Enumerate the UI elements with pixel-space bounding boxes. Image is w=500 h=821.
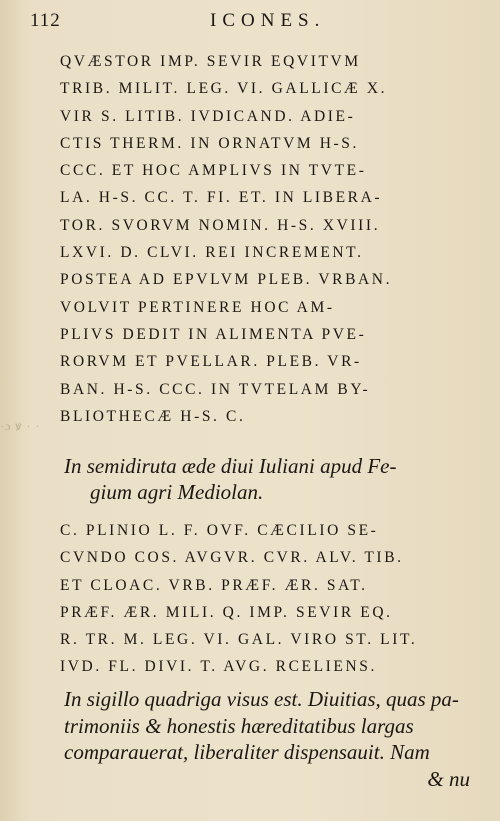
running-title: ICONES. xyxy=(210,10,326,31)
inscription-line: PLIVS DEDIT IN ALIMENTA PVE- xyxy=(60,325,367,343)
inscription-line: BLIOTHECÆ H-S. C. xyxy=(60,407,246,425)
inscription-line: VIR S. LITIB. IVDICAND. ADIE- xyxy=(60,107,356,125)
heading-line: In semidiruta æde diui Iuliani apud Fe- xyxy=(64,454,397,478)
inscription-line: RORVM ET PVELLAR. PLEB. VR- xyxy=(60,353,362,371)
commentary-paragraph xyxy=(64,686,478,792)
inscription-line: CTIS THERM. IN ORNATVM H-S. xyxy=(60,134,359,152)
inscription-line: LA. H-S. CC. T. FI. ET. IN LIBERA- xyxy=(60,189,383,207)
bleed-through-mark: ·ɔ ꝟ · · xyxy=(0,419,41,433)
inscription-line: CCC. ET HOC AMPLIVS IN TVTE- xyxy=(60,162,367,180)
inscription-line: C. PLINIO L. F. OVF. CÆCILIO SE- xyxy=(60,522,379,539)
inscription-line: R. TR. M. LEG. VI. GAL. VIRO ST. LIT. xyxy=(60,631,418,649)
section-heading xyxy=(64,453,478,505)
inscription-line: CVNDO COS. AVGVR. CVR. ALV. TIB. xyxy=(60,549,404,567)
inscription-line: POSTEA AD EPVLVM PLEB. VRBAN. xyxy=(60,271,393,289)
catchword: & nu xyxy=(427,766,470,791)
inscription-line: QVÆSTOR IMP. SEVIR EQVITVM xyxy=(60,53,361,70)
inscription-line: BAN. H-S. CCC. IN TVTELAM BY- xyxy=(60,380,371,398)
inscription-line: ET CLOAC. VRB. PRÆF. ÆR. SAT. xyxy=(60,576,368,594)
commentary-line: In sigillo quadriga visus est. Diuitias, quas pa- xyxy=(64,687,459,711)
inscription-line: PRÆF. ÆR. MILI. Q. IMP. SEVIR EQ. xyxy=(60,603,393,621)
commentary-line: trimoniis & honestis hæreditatibus largas xyxy=(64,713,414,738)
page-number: 112 xyxy=(30,10,61,31)
inscription-line: TOR. SVORVM NOMIN. H-S. XVIII. xyxy=(60,216,381,234)
inscription-line: VOLVIT PERTINERE HOC AM- xyxy=(60,298,335,316)
commentary-line: comparauerat, liberaliter dispensauit. Nam xyxy=(64,740,430,765)
heading-line: gium agri Mediolan. xyxy=(90,480,264,504)
inscription-line: TRIB. MILIT. LEG. VI. GALLICÆ X. xyxy=(60,80,388,98)
inscription-block-1 xyxy=(60,48,478,430)
inscription-line: LXVI. D. CLVI. REI INCREMENT. xyxy=(60,244,364,262)
inscription-line: IVD. FL. DIVI. T. AVG. RCELIENS. xyxy=(60,658,377,676)
inscription-block-2 xyxy=(60,517,478,681)
running-head xyxy=(30,10,470,36)
